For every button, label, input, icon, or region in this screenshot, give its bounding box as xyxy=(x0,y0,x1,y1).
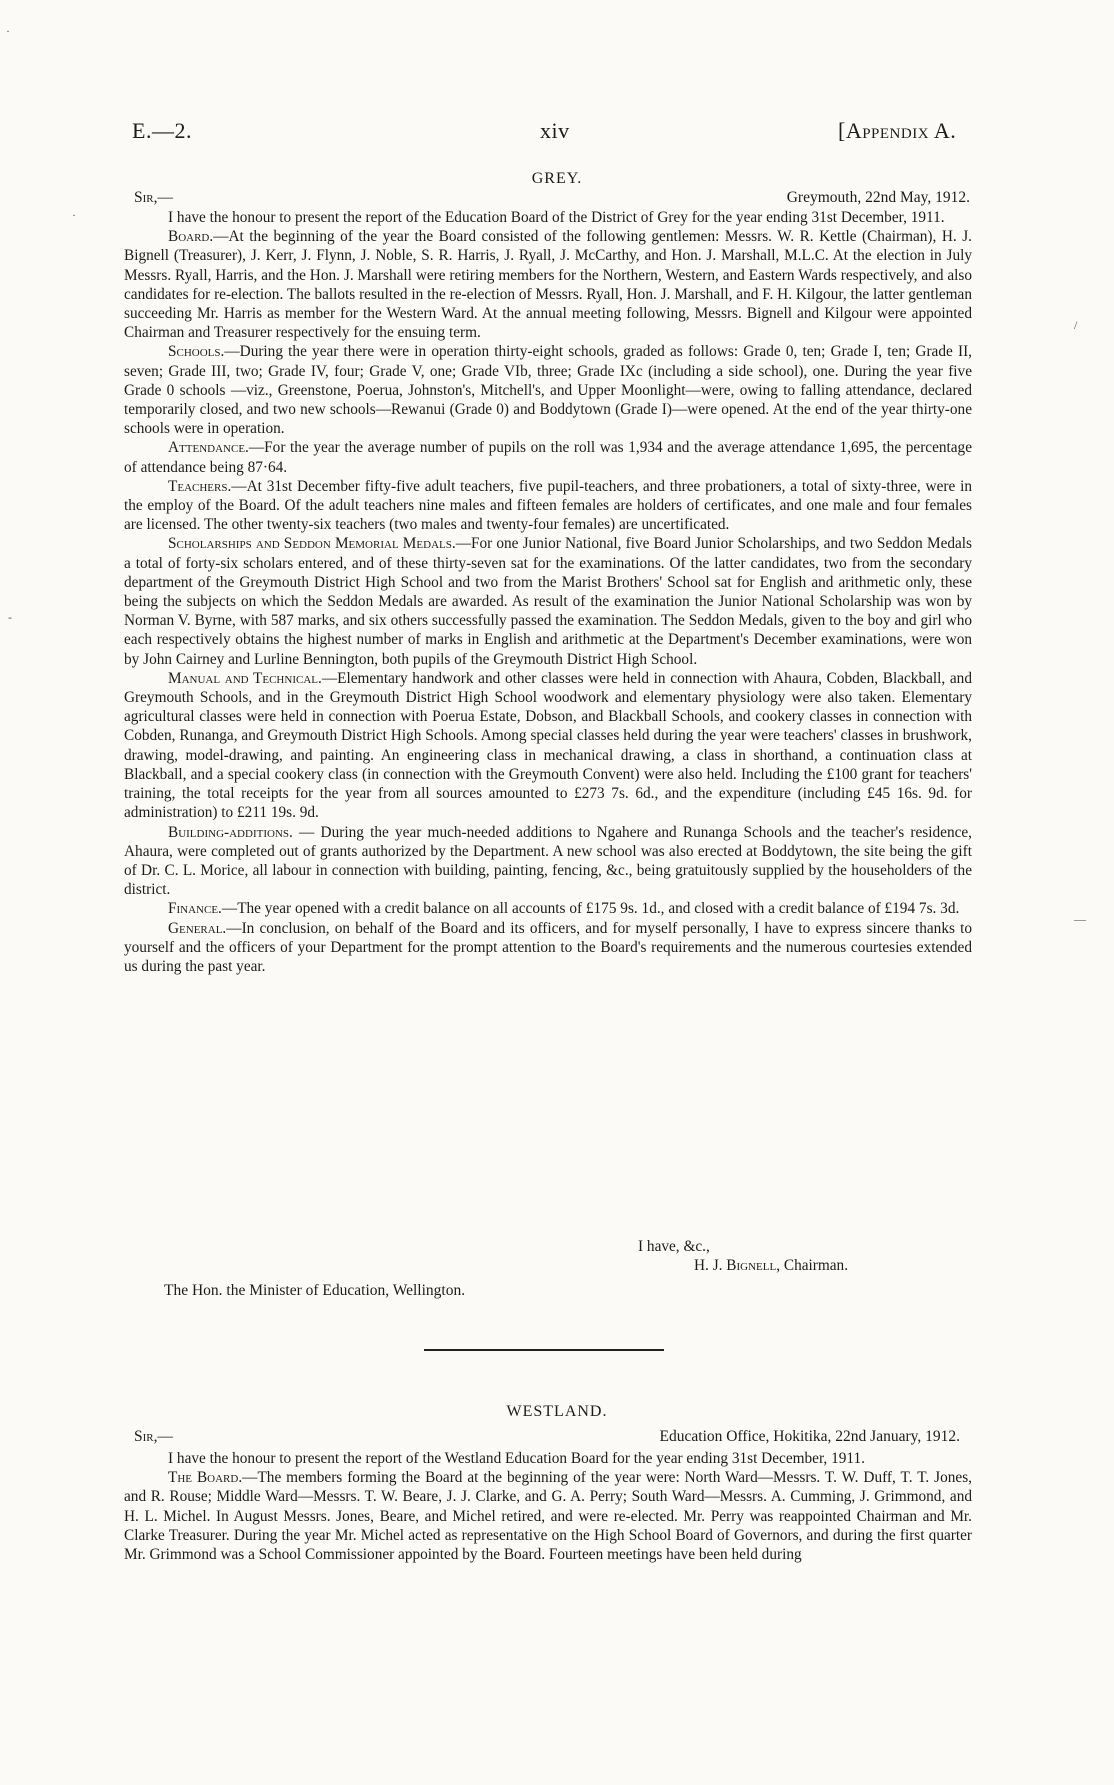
westland-dateline: Education Office, Hokitika, 22nd January, 1912. xyxy=(659,1428,960,1445)
grey-paragraph-finance: Finance.—The year opened with a credit balance on all accounts of £175 9s. 1d., and closed with a credit balance of £194 7s. 3d. xyxy=(168,900,960,918)
westland-report-body xyxy=(124,1449,972,1564)
grey-signature-name: H. J. Bignell, xyxy=(694,1257,781,1274)
header-reference: E.—2. xyxy=(132,118,192,143)
grey-signature xyxy=(694,1257,848,1275)
header-appendix: [Appendix A. xyxy=(838,118,957,143)
scan-speck: — xyxy=(1074,912,1086,926)
grey-paragraph-manual: Manual and Technical.—Elementary handwork and other classes were held in connection with Ahaura, Cobden, Blackball, and Greymouth Schools, and in the Greymouth District High School woodwork and elementary physiology were also taken. Elementary agricultural classes were held in connection with Poerua Estate, Dobson, and Blackball Schools, and cookery classes in connection with Cobden, Runanga, and Greymouth District High Schools. Among special classes held during the year were teachers' classes in brushwork, drawing, model-drawing, and painting. An engineering class in mechanical drawing, a class in shorthand, a continuation class at Blackball, and a special cookery class (in connection with the Greymouth Convent) were also held. Including the £100 grant for teachers' training, the total receipts for the year from all sources amounted to £273 7s. 6d., and the expenditure (including £45 16s. 9d. for administration) to £211 19s. 9d. xyxy=(124,669,972,822)
grey-paragraph-building: Building-additions. — During the year much-needed additions to Ngahere and Runanga Schools and the teacher's residence, Ahaura, were completed out of grants authorized by the Department. A new school was also erected at Boddytown, the site being the gift of Dr. C. L. Morice, all labour in connection with building, painting, fencing, &c., being gratuitously supplied by the householders of the district. xyxy=(124,823,972,899)
grey-paragraph-scholarships: Scholarships and Seddon Memorial Medals.—For one Junior National, five Board Junior Scholarships, and two Seddon Medals a total of forty-six scholars entered, and of these thirty-seven sat for the examinations. Of the latter candidates, two from the secondary department of the Greymouth District High School and two from the Marist Brothers' School sat for English and arithmetic only, these being the subjects on which the Seddon Medals are awarded. As result of the examination the Junior National Scholarship was won by Norman V. Byrne, with 587 marks, and six others successfully passed the examination. The Seddon Medals, given to the boy and girl who each respectively obtains the highest number of marks in English and arithmetic at the Department's December examinations, were won by John Cairney and Lurline Bennington, both pupils of the Greymouth District High School. xyxy=(124,535,972,668)
section-title-westland: WESTLAND. xyxy=(506,1403,608,1420)
section-divider xyxy=(424,1349,664,1351)
scan-speck: - xyxy=(8,610,12,624)
grey-paragraph-attendance: Attendance.—For the year the average number of pupils on the roll was 1,934 and the average attendance 1,695, the percentage of attendance being 87·64. xyxy=(124,439,972,476)
grey-salutation: Sir,— xyxy=(134,189,173,206)
westland-salutation: Sir,— xyxy=(134,1428,173,1445)
grey-addressee: The Hon. the Minister of Education, Wellington. xyxy=(164,1282,466,1299)
grey-signature-title: Chairman. xyxy=(783,1257,849,1274)
grey-paragraph: I have the honour to present the report of the Education Board of the District of Grey for the year ending 31st December, 1911. xyxy=(168,209,945,226)
grey-report-body xyxy=(124,208,972,976)
grey-dateline: Greymouth, 22nd May, 1912. xyxy=(786,189,970,206)
scan-speck: · xyxy=(72,208,76,222)
grey-paragraph-teachers: Teachers.—At 31st December fifty-five adult teachers, five pupil-teachers, and three probationers, a total of sixty-three, were in the employ of the Board. Of the adult teachers nine males and fifteen females are holders of certificates, and one male and four females are licensed. The other twenty-six teachers (two males and twenty-four females) are uncertificated. xyxy=(124,477,972,534)
westland-paragraph-board: The Board.—The members forming the Board at the beginning of the year were: North Ward—Messrs. T. W. Duff, T. T. Jones, and R. Rouse; Middle Ward—Messrs. T. W. Beare, J. J. Clarke, and G. A. Perry; South Ward—Messrs. A. Cumming, J. Grimmond, and H. L. Michel. In August Messrs. Jones, Beare, and Michel retired, and were re-elected. Mr. Perry was reappointed Chairman and Mr. Clarke Treasurer. During the year Mr. Michel acted as representative on the High School Board of Governors, and during the first quarter Mr. Grimmond was a School Commissioner appointed by the Board. Fourteen meetings have been held during xyxy=(124,1469,972,1564)
scan-speck: / xyxy=(1074,318,1078,332)
westland-paragraph: I have the honour to present the report of the Westland Education Board for the year ending 31st December, 1911. xyxy=(168,1450,865,1467)
section-title-grey: GREY. xyxy=(531,170,583,187)
page-number: xiv xyxy=(540,118,570,143)
grey-closing: I have, &c., xyxy=(638,1238,710,1255)
grey-paragraph-schools: Schools.—During the year there were in operation thirty-eight schools, graded as follows: Grade 0, ten; Grade I, ten; Grade II, seven; Grade III, two; Grade IV, four; Grade V, one; Grade VIb, three; Grade IXc (including a side school), one. During the year five Grade 0 schools —viz., Greenstone, Poerua, Johnston's, Mitchell's, and Upper Moonlight—were, owing to falling attendance, declared temporarily closed, and two new schools—Rewanui (Grade 0) and Boddytown (Grade I)—were opened. At the end of the year thirty-one schools were in operation. xyxy=(124,343,972,438)
grey-paragraph-general: General.—In conclusion, on behalf of the Board and its officers, and for myself personally, I have to express sincere thanks to yourself and the officers of your Department for the prompt attention to the Board's requirements and the numerous courtesies extended us during the past year. xyxy=(124,919,972,975)
grey-paragraph-board: Board.—At the beginning of the year the Board consisted of the following gentlemen: Messrs. W. R. Kettle (Chairman), H. J. Bignell (Treasurer), J. Kerr, J. Flynn, J. Noble, S. R. Harris, J. Ryall, J. McCarthy, and Hon. J. Marshall, M.L.C. At the election in July Messrs. Ryall, Harris, and the Hon. J. Marshall were retiring members for the Northern, Western, and Eastern Wards respectively, and also candidates for re-election. The ballots resulted in the re-election of Messrs. Ryall, Hon. J. Marshall, and F. H. Kilgour, the latter gentleman succeeding Mr. Harris as member for the Western Ward. At the annual meeting following, Messrs. Bignell and Kilgour were appointed Chairman and Treasurer respectively for the ensuing term. xyxy=(124,228,972,342)
scan-speck: · xyxy=(6,24,10,38)
